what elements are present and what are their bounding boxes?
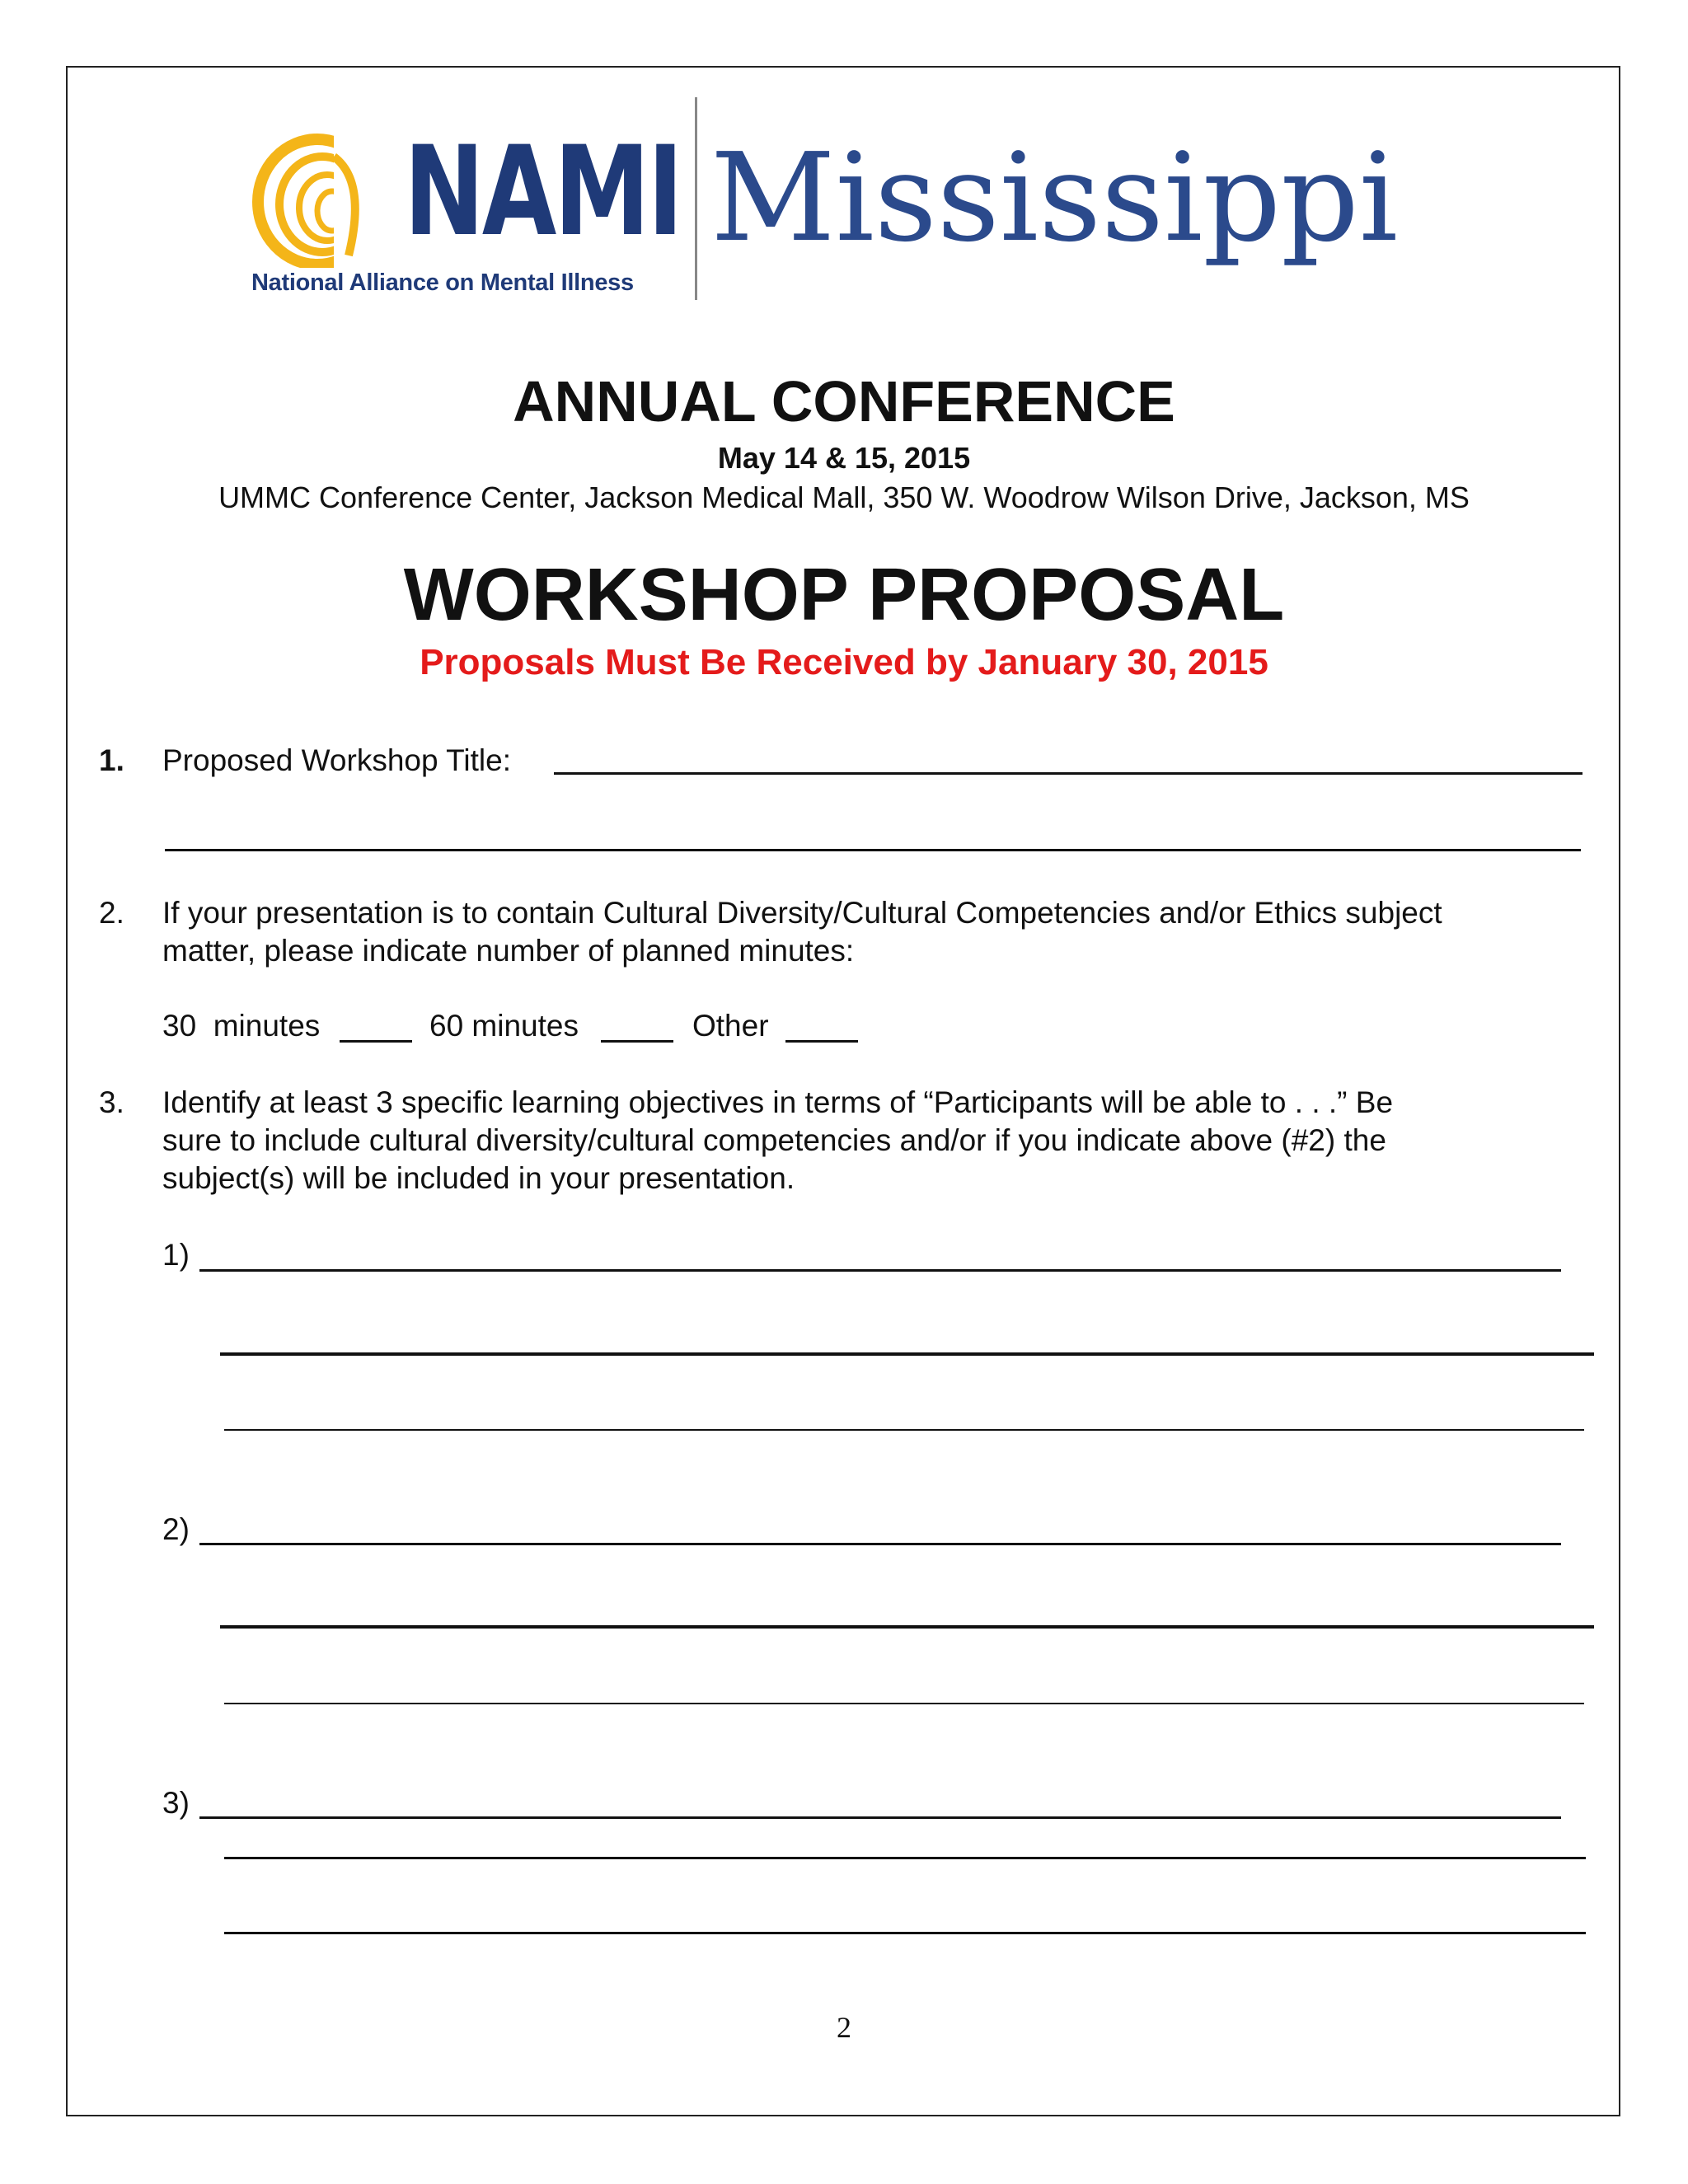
- objective-3-line-2[interactable]: [224, 1857, 1586, 1859]
- conference-dates: May 14 & 15, 2015: [717, 441, 971, 475]
- q2-option-30-blank[interactable]: [340, 1040, 412, 1043]
- q2-text-line-1: If your presentation is to contain Cultural Diversity/Cultural Competencies and/or Ethics subject: [162, 896, 1442, 930]
- objective-1-line-2[interactable]: [220, 1352, 1594, 1356]
- objective-1-label: 1): [162, 1238, 190, 1272]
- objective-2-line-3[interactable]: [224, 1703, 1584, 1704]
- nami-swirl-logo-icon: [251, 132, 379, 268]
- objective-3-label: 3): [162, 1786, 190, 1820]
- objective-3-line-1[interactable]: [199, 1816, 1561, 1819]
- q1-title-line-2[interactable]: [165, 849, 1581, 851]
- objective-1-line-3[interactable]: [224, 1429, 1584, 1431]
- q2-text-line-2: matter, please indicate number of planned minutes:: [162, 934, 855, 968]
- q3-number: 3.: [99, 1085, 124, 1119]
- q1-label: Proposed Workshop Title:: [162, 743, 511, 777]
- deadline-notice: Proposals Must Be Received by January 30, 2015: [420, 642, 1268, 682]
- page-number: 2: [837, 2011, 851, 2044]
- q2-option-30-label: 30 minutes: [162, 1009, 321, 1043]
- q2-option-60-label: 60 minutes: [429, 1009, 579, 1043]
- objective-2-line-1[interactable]: [199, 1543, 1561, 1545]
- conference-title: ANNUAL CONFERENCE: [513, 369, 1175, 434]
- nami-tagline: National Alliance on Mental Illness: [251, 269, 634, 296]
- q2-option-other-label: Other: [692, 1009, 769, 1043]
- nami-wordmark: NAMI: [404, 120, 681, 264]
- form-title: WORKSHOP PROPOSAL: [403, 554, 1285, 636]
- state-name: Mississippi: [710, 127, 1399, 269]
- q2-number: 2.: [99, 896, 124, 930]
- conference-venue: UMMC Conference Center, Jackson Medical Mall, 350 W. Woodrow Wilson Drive, Jackson, MS: [218, 480, 1470, 514]
- q2-option-other-blank[interactable]: [785, 1040, 858, 1043]
- objective-2-line-2[interactable]: [220, 1625, 1594, 1629]
- q1-title-line-1[interactable]: [554, 772, 1582, 775]
- objective-3-line-3[interactable]: [224, 1932, 1586, 1934]
- q3-text-line-2: sure to include cultural diversity/cultural competencies and/or if you indicate above (#2) the: [162, 1123, 1386, 1157]
- objective-2-label: 2): [162, 1512, 190, 1546]
- q3-text-line-3: subject(s) will be included in your presentation.: [162, 1161, 795, 1195]
- logo-divider: [695, 97, 697, 300]
- q3-text-line-1: Identify at least 3 specific learning objectives in terms of “Participants will be able to . . .” Be: [162, 1085, 1394, 1119]
- objective-1-line-1[interactable]: [199, 1269, 1561, 1272]
- q2-option-60-blank[interactable]: [601, 1040, 673, 1043]
- q1-number: 1.: [99, 743, 124, 777]
